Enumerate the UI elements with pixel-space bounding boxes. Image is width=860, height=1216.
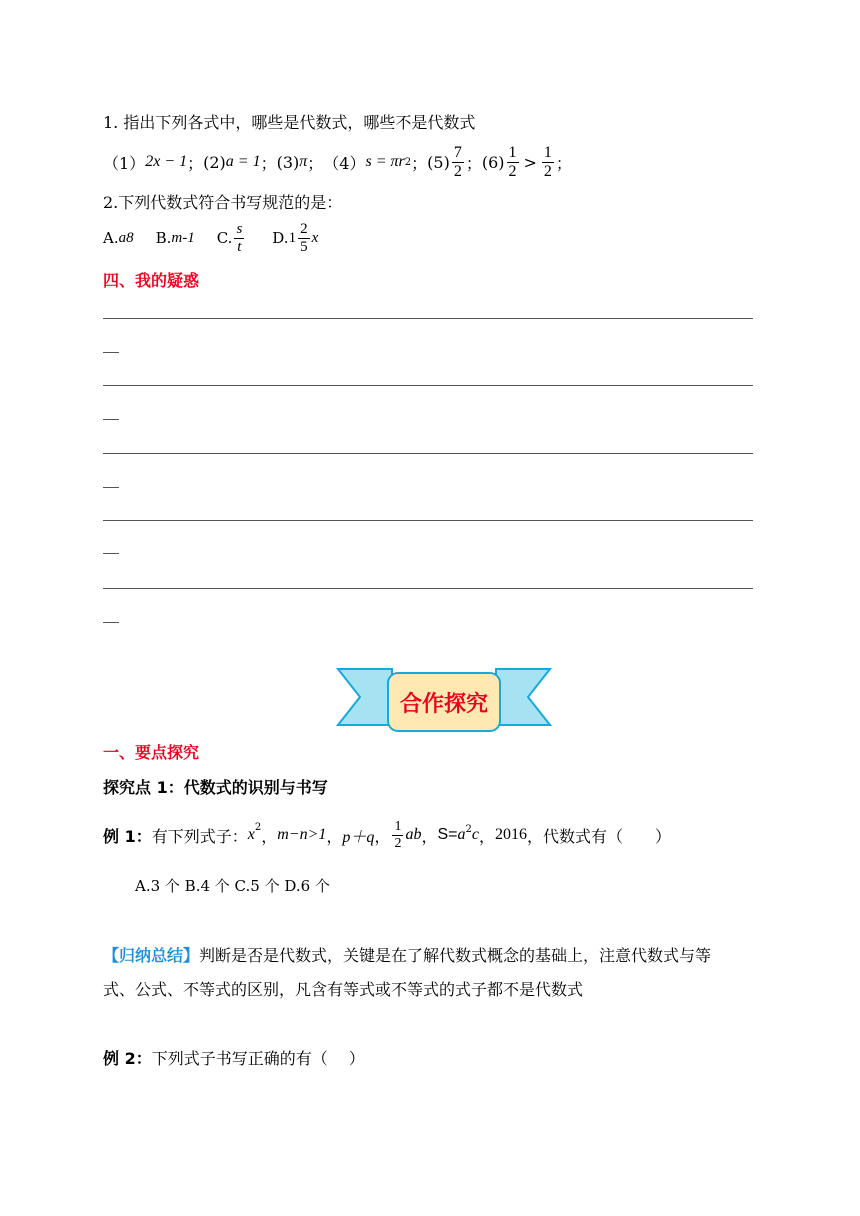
section-banner — [336, 665, 552, 735]
separator: ； — [307, 153, 324, 173]
item-label: (6) — [481, 152, 505, 172]
denominator: 2 — [508, 162, 517, 180]
fraction — [542, 145, 554, 180]
question-1-items — [103, 142, 572, 182]
item-expression: 2x − 1 — [145, 153, 188, 170]
example-label: 例 2： — [103, 1049, 152, 1068]
expression: p＋q — [342, 828, 375, 846]
superscript: 2 — [404, 156, 412, 168]
option-d-fraction — [298, 222, 310, 255]
denominator: 2 — [453, 162, 462, 180]
example-lead: 有下列式子： — [151, 826, 248, 846]
banner-label: 合作探究 — [399, 691, 488, 717]
denominator: t — [237, 238, 242, 255]
item-expression: π — [299, 153, 308, 170]
question-2-stem: 2.下列代数式符合书写规范的是： — [103, 193, 343, 212]
summary-line-2: 式、公式、不等式的区别，凡含有等式或不等式的式子都不是代数式 — [103, 980, 584, 999]
operator: > — [523, 152, 537, 172]
option-b-expression: m-1 — [171, 229, 195, 246]
section-4-title: 四、我的疑惑 — [103, 271, 200, 290]
fraction — [392, 820, 403, 851]
question-1-stem: 1. 指出下列各式中，哪些是代数式，哪些不是代数式 — [103, 113, 476, 132]
separator: ， — [261, 826, 278, 846]
numerator: 7 — [453, 143, 462, 161]
superscript: 2 — [254, 822, 262, 833]
answer-line-tail — [103, 352, 119, 353]
answer-line — [103, 453, 753, 454]
numerator: 2 — [300, 220, 308, 237]
superscript: 2 — [465, 824, 472, 835]
separator: ； — [555, 153, 572, 173]
separator: ， — [478, 826, 495, 846]
answer-line-tail — [103, 553, 119, 554]
answer-line-tail — [103, 622, 119, 623]
item-label: (5) — [427, 152, 450, 172]
point-1-title: 探究点 1：代数式的识别与书写 — [103, 778, 328, 797]
option-a-label: A. — [103, 229, 119, 247]
numerator: s — [236, 220, 243, 237]
example-label: 例 1： — [103, 826, 152, 846]
separator: ； — [465, 153, 482, 173]
example-text: 下列式子书写正确的有（ ） — [151, 1049, 365, 1068]
option-b-label: B. — [155, 229, 172, 247]
separator: ， — [421, 826, 438, 846]
item-label: (3) — [276, 152, 300, 172]
numerator: 1 — [543, 143, 552, 161]
denominator: 5 — [300, 238, 308, 255]
expression: m−n>1 — [277, 826, 327, 843]
question-2-options — [103, 218, 318, 258]
section-1-title: 一、要点探究 — [103, 743, 200, 762]
fraction — [452, 145, 464, 180]
summary-tag: 【归纳总结】 — [103, 946, 200, 965]
item-label: (2) — [203, 152, 226, 172]
option-a-expression: a8 — [118, 229, 134, 246]
answer-line-tail — [103, 487, 119, 488]
example-2 — [103, 1046, 365, 1069]
expression: 2016 — [494, 826, 527, 843]
separator: ， — [374, 826, 391, 846]
expression: c — [471, 826, 479, 843]
item-label: （1） — [103, 153, 146, 173]
fraction — [507, 145, 519, 180]
answer-line — [103, 588, 753, 589]
expression-prefix: S= — [437, 826, 458, 843]
separator: ； — [187, 153, 204, 173]
answer-line — [103, 318, 753, 319]
mixed-whole: 1 — [288, 229, 297, 246]
option-d-variable: x — [311, 229, 319, 246]
example-1-options: A.3 个 B.4 个 C.5 个 D.6 个 — [135, 877, 330, 895]
item-expression: s = πr — [365, 153, 405, 170]
option-c-label: C. — [216, 229, 233, 247]
example-tail: ，代数式有（ ） — [526, 826, 671, 846]
answer-line — [103, 385, 753, 386]
summary-line-1 — [103, 943, 711, 966]
example-1 — [103, 812, 671, 858]
separator: ； — [411, 153, 428, 173]
denominator: 2 — [543, 162, 552, 180]
numerator: 1 — [394, 818, 402, 834]
item-expression: a = 1 — [225, 153, 261, 170]
expression: a — [457, 826, 466, 843]
summary-text: 判断是否是代数式，关键是在了解代数式概念的基础上，注意代数式与等 — [199, 946, 712, 965]
expression: x — [247, 826, 255, 843]
option-c-fraction — [234, 222, 244, 255]
denominator: 2 — [394, 835, 402, 851]
answer-line — [103, 520, 753, 521]
item-label: （4） — [323, 153, 366, 173]
expression: ab — [405, 826, 422, 843]
numerator: 1 — [508, 143, 517, 161]
option-d-label: D. — [272, 229, 289, 247]
separator: ； — [260, 153, 277, 173]
answer-line-tail — [103, 419, 119, 420]
separator: ， — [326, 826, 343, 846]
